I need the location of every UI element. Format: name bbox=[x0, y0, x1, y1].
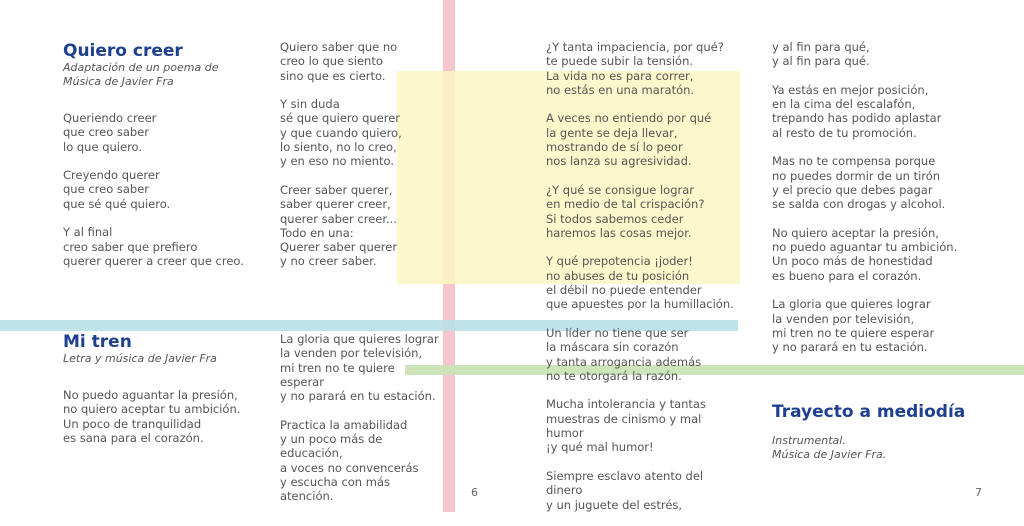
stanza: Y sin duda sé que quiero querer y que cuando quiero, lo siento, no lo creo, y en eso no miento. bbox=[280, 97, 402, 169]
stanza: Un líder no tiene que ser la máscara sin corazón y tanta arrogancia además no te otorgará la razón. bbox=[546, 325, 702, 383]
stanza: A veces no entiendo por qué la gente se deja llevar, mostrando de sí lo peor nos lanza su agresividad. bbox=[546, 111, 712, 169]
stanza: Mas no te compensa porque no puedes dormir de un tirón y el precio que debes pagar se salda con drogas y alcohol. bbox=[772, 154, 946, 212]
stanza: No puedo aguantar la presión, no quiero aceptar tu ambición. Un poco de tranquilidad es sana para el corazón. bbox=[63, 388, 241, 445]
poem-trayecto-a-mediodia bbox=[772, 402, 992, 462]
stanza: Y qué prepotencia ¡joder! no abuses de tu posición el débil no puede entender que apuestes por la humillación. bbox=[546, 254, 734, 312]
poem-quiero-creer-continued bbox=[280, 40, 440, 283]
stanza: Siempre esclavo atento del dinero y un juguete del estrés, bbox=[546, 468, 704, 512]
stanza: ¿Y tanta impaciencia, por qué? te puede subir la tensión. La vida no es para correr, no estás en una maratón. bbox=[546, 40, 724, 97]
poem-title: Quiero creer bbox=[63, 41, 183, 61]
stanza: Y al final creo saber que prefiero querer querer a creer que creo. bbox=[63, 225, 244, 268]
stanza: La gloria que quieres lograr la venden por televisión, mi tren no te quiere esperar y no parará en tu estación. bbox=[280, 332, 439, 404]
poem-subtitle: Letra y música de Javier Fra bbox=[63, 352, 217, 365]
poem-quiero-creer bbox=[63, 41, 263, 283]
stanza: No quiero aceptar la presión, no puedo aguantar tu ambición. Un poco más de honestidad es bueno para el corazón. bbox=[772, 225, 958, 283]
poem-subtitle: Adaptación de un poema de Música de Javier Fra bbox=[63, 61, 219, 88]
poem-mi-tren-continued bbox=[280, 332, 440, 518]
page-number-left: 6 bbox=[471, 486, 478, 499]
stanza: La gloria que quieres lograr la venden por televisión, mi tren no te quiere esperar y no parará en tu estación. bbox=[772, 297, 935, 355]
page-number-right: 7 bbox=[975, 486, 982, 499]
poem-subtitle: Instrumental. Música de Javier Fra. bbox=[772, 434, 887, 461]
stanza: y al fin para qué, y al fin para qué. bbox=[772, 40, 870, 69]
poem-title: Trayecto a mediodía bbox=[772, 402, 966, 422]
poem-mi-tren-column-4 bbox=[772, 40, 972, 369]
poem-mi-tren bbox=[63, 332, 263, 459]
poem-title: Mi tren bbox=[63, 332, 132, 352]
stanza: Quiero saber que no creo lo que siento sino que es cierto. bbox=[280, 40, 398, 83]
stanza: Mucha intolerancia y tantas muestras de cinismo y mal humor ¡y qué mal humor! bbox=[546, 397, 706, 455]
poem-mi-tren-column-3 bbox=[546, 40, 736, 526]
stanza: Creer saber querer, saber querer creer, querer saber creer... Todo en una: Querer saber querer y no creer saber. bbox=[280, 182, 398, 269]
stanza: Creyendo querer que creo saber que sé qué quiero. bbox=[63, 168, 171, 211]
stanza: ¿Y qué se consigue lograr en medio de tal crispación? Si todos sabemos ceder haremos las cosas mejor. bbox=[546, 182, 705, 240]
stanza: Ya estás en mejor posición, en la cima del escalafón, trepando has podido aplastar al resto de tu promoción. bbox=[772, 82, 942, 140]
stanza: Practica la amabilidad y un poco más de educación, a voces no convencerás y escucha con más atención. bbox=[280, 417, 419, 504]
stanza: Queriendo creer que creo saber lo que quiero. bbox=[63, 111, 157, 154]
